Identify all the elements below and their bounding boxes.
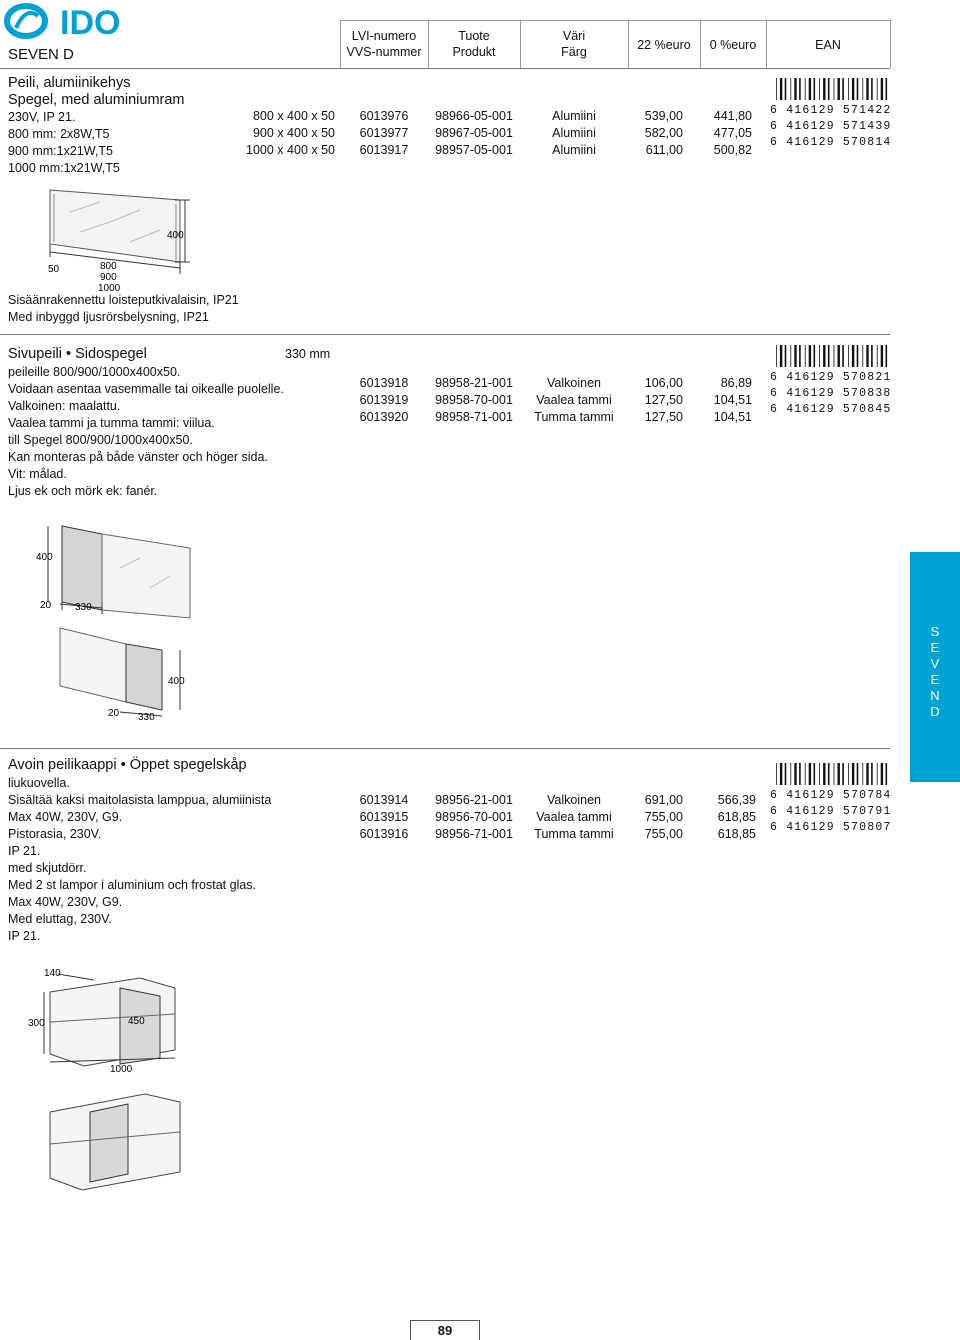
section3-desc: Med 2 st lampor i aluminium och frostat glas.: [8, 878, 257, 892]
section1-ean: [770, 78, 892, 151]
ean-number: 6 416129 570807: [770, 821, 892, 834]
dim-depth: 50: [48, 264, 60, 275]
section1-products: 98966-05-001 98967-05-001 98957-05-001: [435, 109, 513, 157]
section2-desc: peileille 800/900/1000x400x50.: [8, 365, 181, 379]
section1-lvi: 6013976 6013977 6013917: [359, 109, 409, 157]
page-number: 89: [410, 1320, 480, 1340]
section3-desc: IP 21.: [8, 844, 41, 858]
section3-desc: Sisältää kaksi maitolasista lamppua, alumiinista: [8, 793, 272, 807]
section2-desc: Ljus ek och mörk ek: fanér.: [8, 484, 158, 498]
col-header-price0: 0 %euro: [709, 38, 757, 52]
dim-width: 900: [100, 272, 117, 283]
section2-colors: Valkoinen Vaalea tammi Tumma tammi: [534, 376, 614, 424]
ean-number: 6 416129 570838: [770, 387, 892, 400]
section1-spec: 800 mm: 2x8W,T5: [8, 127, 110, 141]
section3-desc: Pistorasia, 230V.: [8, 827, 102, 841]
section2-desc: Voidaan asentaa vasemmalle tai oikealle puolelle.: [8, 382, 284, 396]
section3-desc: med skjutdörr.: [8, 861, 87, 875]
section1-title-sv: Spegel, med aluminiumram: [8, 92, 185, 108]
section1-note-sv: Med inbyggd ljusrörsbelysning, IP21: [8, 310, 209, 324]
section2-desc: till Spegel 800/900/1000x400x50.: [8, 433, 193, 447]
dim-width: 1000: [110, 1064, 133, 1075]
barcode: [770, 345, 888, 367]
section3-desc: Max 40W, 230V, G9.: [8, 895, 123, 909]
header-rule: [340, 20, 890, 21]
ean-number: 6 416129 570845: [770, 403, 892, 416]
series-title: SEVEN D: [8, 46, 74, 63]
section1-note-fi: Sisäänrakennettu loisteputkivalaisin, IP21: [8, 293, 239, 307]
section3-products: 98956-21-001 98956-70-001 98956-71-001: [435, 793, 513, 841]
ean-number: 6 416129 570814: [770, 136, 892, 149]
section-divider: [0, 748, 890, 749]
section3-price22: 691,00 755,00 755,00: [644, 793, 683, 841]
section3-price0: 566,39 618,85 618,85: [717, 793, 756, 841]
dim-width: 330: [75, 602, 92, 613]
col-header-price22: 22 %euro: [637, 38, 691, 52]
dim-height: 400: [168, 676, 185, 687]
dim-gap: 20: [40, 600, 52, 611]
section1-spec: 900 mm:1x21W,T5: [8, 144, 113, 158]
col-header-lvi: LVI-numero VVS-nummer: [346, 29, 422, 59]
ean-number: 6 416129 570791: [770, 805, 892, 818]
ean-number: 6 416129 570784: [770, 789, 892, 802]
section-divider: [0, 334, 890, 335]
barcode: [770, 763, 888, 785]
cabinet-drawing: [20, 962, 220, 1202]
section2-products: 98958-21-001 98958-70-001 98958-71-001: [435, 376, 513, 424]
ean-number: 6 416129 570821: [770, 371, 892, 384]
section3-lvi: 6013914 6013915 6013916: [359, 793, 409, 841]
section2-price0: 86,89 104,51 104,51: [713, 376, 752, 424]
series-side-tab: S E V E N D: [910, 552, 960, 782]
mirror-dimension-drawing: [30, 182, 230, 294]
section2-dim: 330 mm: [285, 347, 331, 361]
section3-ean: [770, 763, 892, 836]
header-divider: [890, 20, 891, 68]
dim-depth: 140: [44, 968, 61, 979]
section1-price0: 441,80 477,05 500,82: [713, 109, 752, 157]
section1-spec: 1000 mm:1x21W,T5: [8, 161, 120, 175]
section2-desc: Vaalea tammi ja tumma tammi: viilua.: [8, 416, 215, 430]
section1-colors: Alumiini Alumiini Alumiini: [552, 109, 596, 157]
section2-lvi: 6013918 6013919 6013920: [359, 376, 409, 424]
section3-title: Avoin peilikaappi • Öppet spegelskåp: [8, 757, 247, 773]
section3-desc: IP 21.: [8, 929, 41, 943]
ean-number: 6 416129 571422: [770, 104, 892, 117]
section2-title: Sivupeili • Sidospegel: [8, 346, 147, 362]
section3-colors: Valkoinen Vaalea tammi Tumma tammi: [534, 793, 614, 841]
dim-height: 400: [36, 552, 53, 563]
dim-width: 800: [100, 261, 117, 272]
ido-logo: [4, 2, 154, 40]
section1-sizes: 800 x 400 x 50 900 x 400 x 50 1000 x 400 x 50: [246, 109, 335, 157]
dim-width: 1000: [98, 283, 121, 294]
section2-desc: Kan monteras på både vänster och höger sida.: [8, 450, 268, 464]
logo-text: IDO: [60, 4, 121, 40]
side-mirror-drawing: [30, 518, 230, 728]
section2-ean: [770, 345, 892, 418]
section1-title-fi: Peili, alumiinikehys: [8, 75, 131, 91]
section2-desc: Valkoinen: maalattu.: [8, 399, 121, 413]
section3-desc: Max 40W, 230V, G9.: [8, 810, 123, 824]
dim-gap: 20: [108, 708, 120, 719]
section1-spec: 230V, IP 21.: [8, 110, 76, 124]
section2-desc: Vit: målad.: [8, 467, 67, 481]
col-header-ean: EAN: [815, 38, 841, 52]
header-bottom-rule: [0, 68, 890, 69]
col-header-product: Tuote Produkt: [452, 29, 496, 59]
dim-height: 450: [128, 1016, 145, 1027]
barcode: [770, 78, 888, 100]
section1-price22: 539,00 582,00 611,00: [644, 109, 683, 157]
dim-width: 330: [138, 712, 155, 723]
dim-height: 300: [28, 1018, 45, 1029]
section3-desc: liukuovella.: [8, 776, 70, 790]
dim-height: 400: [167, 230, 184, 241]
col-header-color: Väri Färg: [561, 29, 587, 59]
section3-desc: Med eluttag, 230V.: [8, 912, 112, 926]
ean-number: 6 416129 571439: [770, 120, 892, 133]
section2-price22: 106,00 127,50 127,50: [644, 376, 683, 424]
